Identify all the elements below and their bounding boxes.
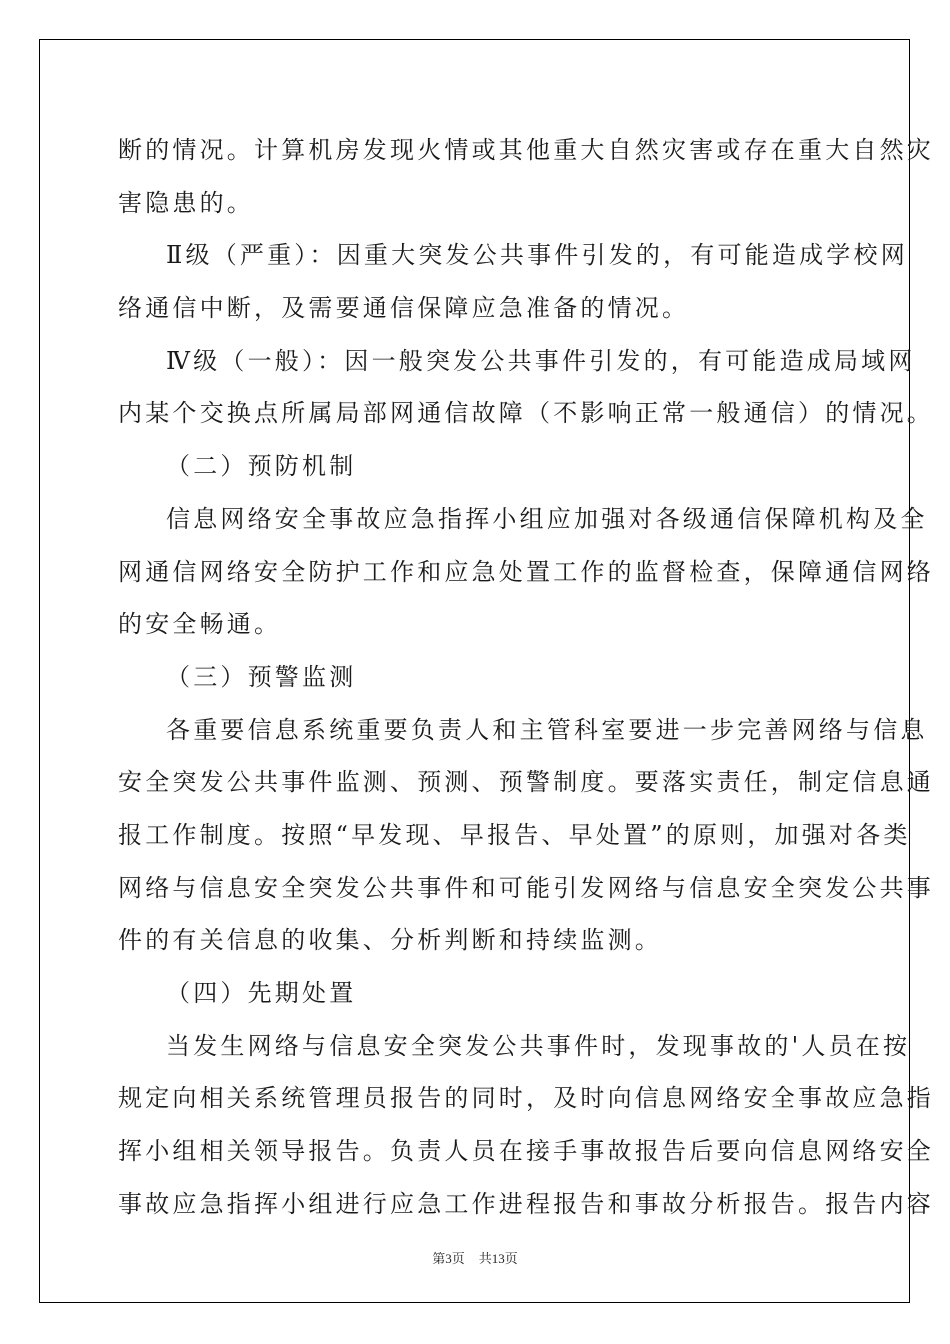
text-line: Ⅱ级（严重）：因重大突发公共事件引发的，有可能造成学校网 (166, 241, 908, 270)
text-line: 断的情况。计算机房发现火情或其他重大自然灾害或存在重大自然灾 (118, 136, 934, 164)
text-line: 件的有关信息的收集、分析判断和持续监测。 (118, 926, 662, 955)
text-line: 各重要信息系统重要负责人和主管科室要进一步完善网络与信息 (166, 715, 928, 744)
page-number: 第3页 (432, 1251, 465, 1266)
text-line: 网络与信息安全突发公共事件和可能引发网络与信息安全突发公共事 (118, 873, 934, 902)
text-line: 信息网络安全事故应急指挥小组应加强对各级通信保障机构及全 (166, 504, 928, 533)
text-line: 的安全畅通。 (118, 610, 282, 639)
text-line: （四）先期处置 (166, 979, 357, 1007)
text-line: （三）预警监测 (166, 662, 357, 691)
text-line: （二）预防机制 (166, 452, 357, 481)
text-line: 事故应急指挥小组进行应急工作进程报告和事故分析报告。报告内容 (118, 1189, 934, 1218)
text-line: Ⅳ级（一般）：因一般突发公共事件引发的，有可能造成局域网 (166, 346, 916, 375)
text-line: 当发生网络与信息安全突发公共事件时，发现事故的'人员在按 (166, 1031, 911, 1060)
text-line: 规定向相关系统管理员报告的同时，及时向信息网络安全事故应急指 (118, 1084, 934, 1113)
text-line: 挥小组相关领导报告。负责人员在接手事故报告后要向信息网络安全 (118, 1137, 934, 1166)
text-line: 报工作制度。按照“早发现、早报告、早处置”的原则，加强对各类 (118, 820, 911, 849)
text-line: 害隐患的。 (118, 188, 254, 217)
text-line: 安全突发公共事件监测、预测、预警制度。要落实责任，制定信息通 (118, 768, 934, 797)
text-line: 网通信网络安全防护工作和应急处置工作的监督检查，保障通信网络 (118, 557, 934, 586)
page-total: 共13页 (478, 1251, 518, 1266)
text-line: 内某个交换点所属局部网通信故障（不影响正常一般通信）的情况。 (118, 399, 934, 428)
document-body (118, 128, 934, 1234)
page-footer (0, 1248, 950, 1267)
text-line: 络通信中断，及需要通信保障应急准备的情况。 (118, 294, 690, 323)
